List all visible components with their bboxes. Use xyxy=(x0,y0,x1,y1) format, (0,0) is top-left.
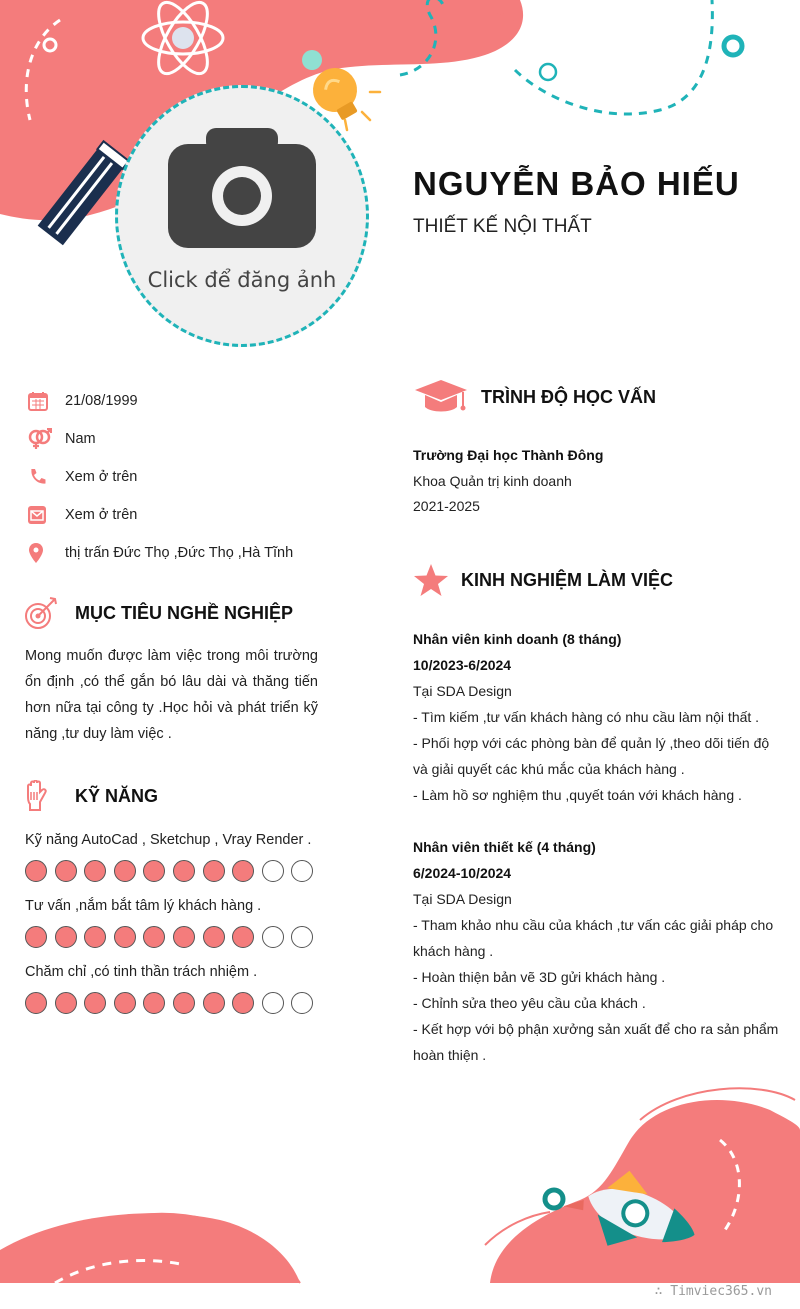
rating-dot-filled xyxy=(143,992,165,1014)
school-name: Trường Đại học Thành Đông xyxy=(413,447,604,463)
skill-label: Kỹ năng AutoCad , Sketchup , Vray Render . xyxy=(25,832,312,848)
job-entry xyxy=(413,626,783,808)
education-years: 2021-2025 xyxy=(413,498,480,514)
teal-loop xyxy=(540,64,556,80)
rating-dot-empty xyxy=(262,860,284,882)
skill-label: Tư vấn ,nắm bắt tâm lý khách hàng . xyxy=(25,898,262,914)
job-duty: - Tìm kiếm ,tư vấn khách hàng có nhu cầu làm nội thất . xyxy=(413,709,760,725)
job-duty: - Chỉnh sửa theo yêu cầu của khách . xyxy=(413,995,646,1011)
target-icon xyxy=(24,596,60,630)
gender-icon xyxy=(28,428,54,450)
rating-dot-empty xyxy=(291,992,313,1014)
contact-gender xyxy=(28,420,293,458)
dashed-swirl-right xyxy=(515,0,712,114)
skill-label: Chăm chỉ ,có tinh thần trách nhiệm . xyxy=(25,964,258,980)
bottom-left-blob xyxy=(0,1213,300,1283)
location-pin-icon xyxy=(28,542,54,564)
education-entry xyxy=(413,443,603,520)
contact-birthday xyxy=(28,382,293,420)
watermark-text: ∴ Timviec365.vn xyxy=(654,1284,772,1299)
rating-dot-filled xyxy=(173,860,195,882)
rating-dot-filled xyxy=(114,992,136,1014)
job-duty: - Hoàn thiện bản vẽ 3D gửi khách hàng . xyxy=(413,969,666,985)
job-duty: - Phối hợp với các phòng bàn để quản lý ,theo dõi tiến độ và giải quyết các khú mắc của khách hàng . xyxy=(413,735,770,777)
teal-ring-bottom xyxy=(545,1190,563,1208)
calendar-icon xyxy=(28,390,54,412)
contact-address xyxy=(28,534,293,572)
teal-ring xyxy=(724,37,742,55)
job-duty: - Kết hợp với bộ phận xưởng sản xuất để cho ra sản phẩm hoàn thiện . xyxy=(413,1021,779,1063)
job-period: 6/2024-10/2024 xyxy=(413,865,512,881)
rating-dot-filled xyxy=(173,926,195,948)
rating-dot-empty xyxy=(291,860,313,882)
objective-heading-text: MỤC TIÊU NGHỀ NGHIỆP xyxy=(75,602,294,623)
rating-dot-filled xyxy=(55,926,77,948)
rating-dot-empty xyxy=(291,926,313,948)
job-duty: - Tham khảo nhu cầu của khách ,tư vấn các giải pháp cho khách hàng . xyxy=(413,917,774,959)
email-value: Xem ở trên xyxy=(65,507,138,523)
bulb-cap xyxy=(302,50,322,70)
rating-dot-filled xyxy=(114,860,136,882)
skill-item xyxy=(25,962,325,1014)
rating-dot-filled xyxy=(84,926,106,948)
skills-list xyxy=(25,830,325,1028)
hand-icon xyxy=(24,780,50,812)
rating-dot-filled xyxy=(143,860,165,882)
rating-dot-filled xyxy=(25,926,47,948)
rating-dot-filled xyxy=(232,926,254,948)
experience-list xyxy=(413,626,783,1094)
camera-icon xyxy=(166,126,318,250)
contact-email xyxy=(28,496,293,534)
contact-phone xyxy=(28,458,293,496)
graduation-cap-icon xyxy=(413,380,469,414)
rating-dot-filled xyxy=(143,926,165,948)
faculty-name: Khoa Quản trị kinh doanh xyxy=(413,472,572,489)
job-title: Nhân viên kinh doanh (8 tháng) xyxy=(413,631,622,647)
rating-dot-filled xyxy=(203,926,225,948)
job-duty: - Làm hồ sơ nghiệm thu ,quyết toán với khách hàng . xyxy=(413,787,742,803)
rating-dot-filled xyxy=(173,992,195,1014)
job-period: 10/2023-6/2024 xyxy=(413,657,512,673)
gender-value: Nam xyxy=(65,431,96,447)
rating-dot-filled xyxy=(25,992,47,1014)
experience-heading xyxy=(413,563,673,597)
avatar-upload-label: Click để đăng ảnh xyxy=(147,268,337,292)
rating-dot-filled xyxy=(25,860,47,882)
rating-dot-filled xyxy=(55,992,77,1014)
email-icon xyxy=(28,504,54,526)
candidate-name: NGUYỄN BẢO HIẾU xyxy=(413,165,740,202)
rating-dot-filled xyxy=(232,992,254,1014)
avatar-upload[interactable] xyxy=(115,85,369,347)
rating-dot-filled xyxy=(203,860,225,882)
skill-item xyxy=(25,896,325,948)
job-company: Tại SDA Design xyxy=(413,891,512,907)
objective-text: Mong muốn được làm việc trong môi trường ổn định ,có thể gắn bó lâu dài và thăng tiến hơn nữa tại công ty .Học hỏi và phát triển kỹ năng ,tư duy làm việc . xyxy=(25,648,318,742)
experience-heading-text: KINH NGHIỆM LÀM VIỆC xyxy=(461,569,674,590)
skill-rating xyxy=(25,992,325,1014)
education-heading xyxy=(413,380,656,414)
rating-dot-filled xyxy=(114,926,136,948)
education-heading-text: TRÌNH ĐỘ HỌC VẤN xyxy=(481,386,656,407)
rating-dot-filled xyxy=(84,860,106,882)
phone-value: Xem ở trên xyxy=(65,469,138,485)
objective-heading xyxy=(24,596,293,630)
job-title: Nhân viên thiết kế (4 tháng) xyxy=(413,839,596,855)
rating-dot-filled xyxy=(84,992,106,1014)
address-value: thị trấn Đức Thọ ,Đức Thọ ,Hà Tĩnh xyxy=(65,545,294,561)
star-icon xyxy=(413,563,449,597)
candidate-job-title: THIẾT KẾ NỘI THẤT xyxy=(413,216,592,237)
skill-item xyxy=(25,830,325,882)
job-entry xyxy=(413,834,783,1068)
rating-dot-filled xyxy=(203,992,225,1014)
skill-rating xyxy=(25,860,325,882)
skill-rating xyxy=(25,926,325,948)
job-company: Tại SDA Design xyxy=(413,683,512,699)
birthday-value: 21/08/1999 xyxy=(65,393,138,409)
contact-list xyxy=(28,382,293,572)
skills-heading xyxy=(24,780,158,812)
rating-dot-empty xyxy=(262,992,284,1014)
phone-icon xyxy=(28,466,54,488)
rating-dot-filled xyxy=(55,860,77,882)
skills-heading-text: KỸ NĂNG xyxy=(75,785,159,806)
rating-dot-empty xyxy=(262,926,284,948)
rating-dot-filled xyxy=(232,860,254,882)
